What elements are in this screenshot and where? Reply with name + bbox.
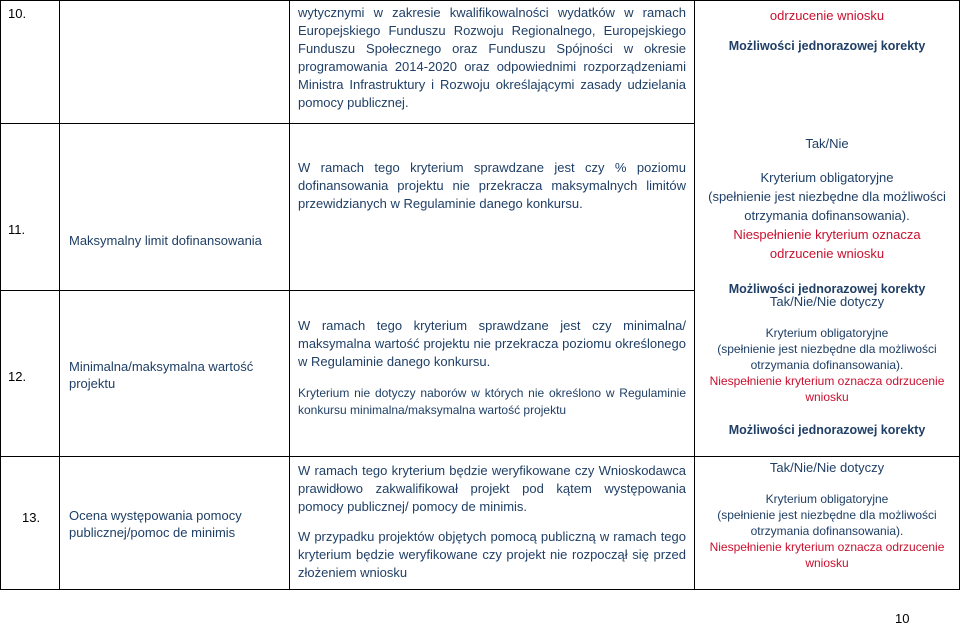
- row-13-type: Tak/Nie/Nie dotyczy: [769, 460, 885, 475]
- row-separator-10-11: [0, 123, 694, 124]
- row-11-correction-text: Możliwości jednorazowej korekty: [728, 282, 926, 296]
- row-13-description: [298, 462, 686, 582]
- row-12-name: Minimalna/maksymalna wartość projektu: [69, 359, 254, 391]
- row-13-obligatory: Kryterium obligatoryjne: [765, 492, 889, 506]
- row-12-condition: (spełnienie jest niezbędne dla możliwości otrzymania dofinansowania).: [717, 342, 937, 372]
- row-10-description: wytycznymi w zakresie kwalifikowalności wydatków w ramach Europejskiego Funduszu Rozwoju Regionalnego, Europejskiego Funduszu Społecznego oraz Funduszu Spójności w okresie programowania 2014-2020 oraz odpowiednimi rozporządzeniami Ministra Infrastruktury i Rozwoju określającymi zasady udzielania pomocy publicznej.: [298, 5, 686, 110]
- row-12-evaluation: [700, 292, 954, 440]
- row-separator-11-12: [0, 290, 694, 291]
- table-border-top: [0, 0, 960, 1]
- table-divider-description: [694, 0, 695, 589]
- page-number: 10: [895, 611, 910, 626]
- row-13-failure: Niespełnienie kryterium oznacza odrzucenie wniosku: [709, 540, 945, 570]
- row-13-name: Ocena występowania pomocy publicznej/pomoc de minimis: [69, 508, 242, 540]
- row-11-failure: Niespełnienie kryterium oznacza: [733, 227, 921, 242]
- table-divider-name: [289, 0, 290, 589]
- row-11-number: 11.: [8, 222, 26, 237]
- row-separator-12-13: [0, 456, 960, 457]
- row-12-number: 12.: [8, 369, 27, 384]
- row-12-description: [298, 317, 686, 419]
- row-13-condition: (spełnienie jest niezbędne dla możliwości otrzymania dofinansowania).: [717, 508, 937, 538]
- row-10-reject-text: odrzucenie wniosku: [769, 8, 885, 23]
- row-10-correction-text: Możliwości jednorazowej korekty: [728, 39, 926, 53]
- row-11-reject-text: odrzucenie wniosku: [769, 246, 885, 261]
- row-11-condition: (spełnienie jest niezbędne dla możliwości otrzymania dofinansowania).: [708, 189, 946, 223]
- row-11-obligatory: Kryterium obligatoryjne: [760, 170, 894, 185]
- row-13-number: 13.: [22, 510, 41, 525]
- row-12-failure: Niespełnienie kryterium oznacza odrzucenie wniosku: [709, 374, 945, 404]
- row-12-correction-text: Możliwości jednorazowej korekty: [728, 423, 926, 437]
- row-13-description-note: W przypadku projektów objętych pomocą publiczną w ramach tego kryterium będzie weryfikowane czy projekt nie rozpoczął się przed złożeniem wniosku: [298, 529, 686, 580]
- row-11-name: Maksymalny limit dofinansowania: [69, 233, 262, 248]
- row-13-description-main: W ramach tego kryterium będzie weryfikowane czy Wnioskodawca prawidłowo zakwalifikował projekt pod kątem występowania pomocy publicznej/ pomocy de minimis.: [298, 463, 686, 514]
- table-divider-number: [59, 0, 60, 589]
- row-11-description: W ramach tego kryterium sprawdzane jest czy % poziomu dofinansowania projektu nie przekracza maksymalnych limitów przewidzianych w Regulaminie danego konkursu.: [298, 160, 686, 211]
- row-11-evaluation: [700, 134, 954, 299]
- row-11-type: Tak/Nie: [805, 136, 849, 151]
- row-13-evaluation: [700, 458, 954, 571]
- row-10-number: 10.: [8, 6, 27, 21]
- table-border-bottom: [0, 589, 960, 590]
- row-12-description-main: W ramach tego kryterium sprawdzane jest czy minimalna/ maksymalna wartość projektu nie przekracza poziomu określonego w Regulaminie danego konkursu.: [298, 318, 686, 369]
- row-12-type: Tak/Nie/Nie dotyczy: [769, 294, 885, 309]
- row-12-obligatory: Kryterium obligatoryjne: [765, 326, 889, 340]
- table-border-left: [0, 0, 1, 589]
- row-12-description-note: Kryterium nie dotyczy naborów w których nie określono w Regulaminie konkursu minimalna/maksymalna wartość projektu: [298, 386, 686, 417]
- row-10-evaluation: [700, 6, 954, 56]
